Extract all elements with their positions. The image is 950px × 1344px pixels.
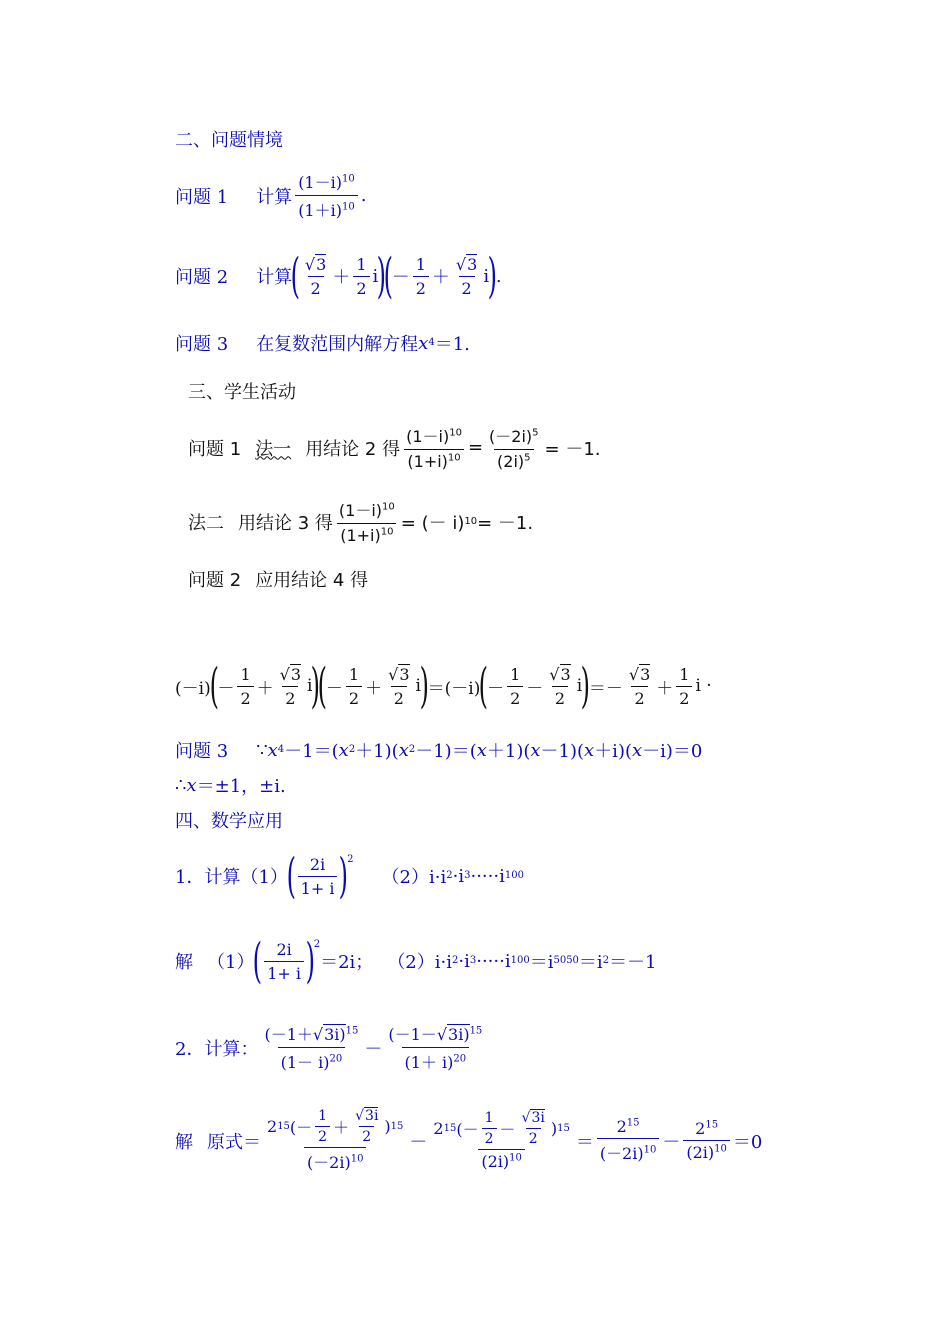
problem-2: 问题 2 计算 ( $\frac{√3}{2}$ ＋ $\frac{1}{2}$ i ) ( － $\frac{1}{2}$ ＋ $\frac{√3}{2}$ i ) . [175,248,502,304]
answer-1-method-1: 问题 1 法一 用结论 2 得 $\frac{(1-i)^{10}}{(1+i)^{10}}$ = $\frac{(-2i)^5}{(2i)^5}$ = －1. [188,427,601,471]
exercise-2: 2．计算： $\frac{(-1+√3i)^{15}}{(1- i)^{20}}$ － $\frac{(-1-√3i)^{15}}{(1+ i)^{20}}$ [175,1025,483,1072]
answer-3: 问题 3 ∵ x 4 －1＝( x 2 ＋1)( x 2 －1)＝( x ＋1)( x －1)( x ＋i)( x －i)＝0 [175,739,703,762]
section-2-title: 二、问题情境 [175,130,283,151]
solution-1: 解 （1） ( $\frac{2i}{1+ i}$ ) $^2$ ＝2i； （2）i·i 2 ·i 3 ·····i 100 ＝i 5050 ＝i 2 ＝－1 [175,933,657,989]
solution-2: 解 原式＝ 2 15 (－ $\frac{1}{2}$ ＋ $\frac{√3i}{2}$ ) 15 $(-2i)^{10}$ － 2 15 (－ $\frac{1}{2}$ － $\frac{√3i}{2}$ ) 15 $(2i)^{10}$ ＝ $\frac{2^{15}}{(-2i)^{10}}$ － $\frac{2^{15}}{(2i)^{10}}$ ＝0 [175,1108,763,1172]
exercise-1: 1．计算（1） ( $\frac{2i}{1+ i}$ ) $^2$ （2）i·i 2 ·i 3 ·····i 100 [175,848,524,904]
section-4-title: 四、数学应用 [175,811,283,832]
answer-2-equation: (－i) ( － $\frac{1}{2}$ ＋ $\frac{√3}{2}$ i ) ( － $\frac{1}{2}$ ＋ $\frac{√3}{2}$ i ) ＝ (－i) ( － $\frac{1}{2}$ － $\frac{√3}{2}$ i ) ＝ － $\frac{√3}{2}$ ＋ $\frac{1}{2}$ i · [175,658,712,714]
answer-3-result: ∴ x ＝±1，±i. [175,774,286,797]
problem-1: 问题 1 计算 $\frac{(1-i)^{10}}{(1+i)^{10}}$ . [175,170,366,221]
answer-1-method-2: 法二 用结论 3 得 $\frac{(1-i)^{10}}{(1+i)^{10}}$ = (－ i) 10 = －1. [188,501,534,545]
section-3-title: 三、学生活动 [188,382,296,403]
fraction: $\frac{(1-i)^{10}}{(1+i)^{10}}$ [295,170,358,221]
problem-3: 问题 3 在复数范围内解方程 x 4 ＝1. [175,332,470,355]
answer-2: 问题 2 应用结论 4 得 [188,570,369,591]
